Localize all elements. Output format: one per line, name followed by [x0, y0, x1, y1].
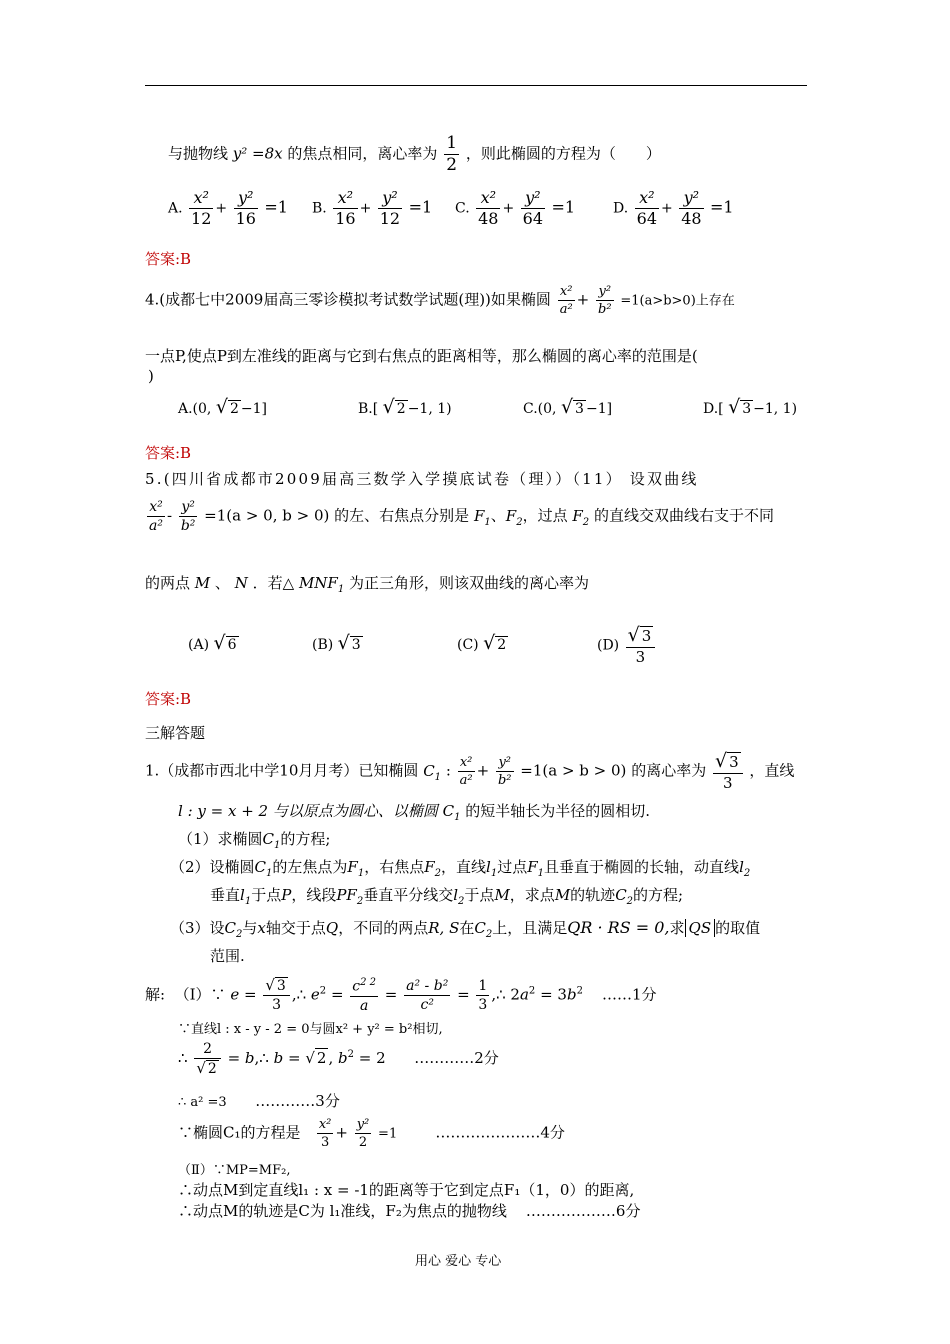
q3-option-a: A. $\frac{\text{x²}}{12}$ + $\frac{\text{y²}}{16}$ =1	[168, 188, 288, 228]
q4-answer: 答案:B	[145, 444, 192, 462]
solution-step2: ∵直线l : x - y - 2 = 0与圆x² + y² = b²相切,	[178, 1022, 443, 1037]
q3-stem: 与抛物线 y² =8x 的焦点相同，离心率为 $\frac{1}{2}$ ，则此椭圆的方程为（ ）	[168, 133, 661, 175]
problem1-part1: （1）求椭圆$C_1$的方程;	[178, 830, 331, 851]
problem1-line1: 1.（成都市西北中学10月月考）已知椭圆 $C_1$ : $\frac{\text{x²}}{\text{a²}}$ + $\frac{\text{y²}}{\text{b²}}$ =1(a > b > 0) 的离心率为 $\frac{√ 3}{3}$ ，直线	[145, 750, 795, 792]
solution-step6: （Ⅱ）∵MP=MF₂,	[178, 1163, 291, 1178]
q5-stem-line3: 的两点 M 、 N ．若△ $MNF_1$ 为正三角形，则该双曲线的离心率为	[145, 574, 590, 595]
q3-option-d: D. $\frac{\text{x²}}{64}$ + $\frac{\text{y²}}{48}$ =1	[613, 188, 734, 228]
solution-step1: 解: （Ⅰ）∵ e = $\frac{√ 3}{3}$ ,∴ $e^2$ = $\frac{c^{2 2}}{a}$ = $\frac{\text{a² - b²}}{\text{c²}}$ = $\frac{1}{3}$ ,∴ $2a^2 = 3b^2$ ……1分	[145, 976, 657, 1014]
solution-step7: ∴动点M到定直线l₁ : x = -1的距离等于它到定点F₁（1，0）的距离,	[178, 1181, 635, 1199]
q4-stem-line3: )	[148, 367, 154, 385]
q4-option-b: B.[ √ 2 −1, 1)	[358, 396, 452, 418]
page-footer: 用心 爱心 专心	[415, 1254, 502, 1269]
problem1-part3-line2: 范围.	[210, 947, 245, 965]
problem1-part2-line1: （2）设椭圆$C_1$的左焦点为$F_1$，右焦点$F_2$，直线$l_1$过点$F_1$且垂直于椭圆的长轴，动直线$l_2$	[170, 858, 751, 879]
q4-stem-line2: 一点P,使点P到左准线的距离与它到右焦点的距离相等，那么椭圆的离心率的范围是(	[145, 347, 698, 365]
q5-option-b: (B) √ 3	[312, 632, 361, 654]
solution-step4: ∴ a² =3 …………3分	[178, 1092, 340, 1110]
q3-option-b: B. $\frac{\text{x²}}{16}$ + $\frac{\text{y²}}{12}$ =1	[312, 188, 433, 228]
solution-step8: ∴动点M的轨迹是C为 l₁准线，F₂为焦点的抛物线 ………………6分	[178, 1202, 641, 1220]
section-title: 三解答题	[145, 724, 206, 742]
problem1-part2-line2: 垂直$l_1$于点P，线段$PF_2$垂直平分线交$l_2$于点M，求点M的轨迹$C_2$的方程;	[210, 886, 684, 907]
q5-answer: 答案:B	[145, 690, 192, 708]
q5-stem-line1: 5.(四川省成都市2009届高三数学入学摸底试卷（理））（11） 设双曲线	[145, 470, 699, 488]
q4-option-d: D.[ √ 3 −1, 1)	[703, 396, 798, 418]
solution-step5: ∵椭圆C₁的方程是 $\frac{\text{x²}}{3}$ + $\frac{\text{y²}}{2}$ =1 …………………4分	[178, 1117, 565, 1150]
q4-option-c: C.(0, √ 3 −1]	[523, 396, 613, 418]
header-rule	[145, 85, 807, 86]
q5-option-c: (C) √ 2	[457, 632, 507, 654]
q5-stem-line2: $\frac{\text{x²}}{\text{a²}}$ - $\frac{\text{y²}}{\text{b²}}$ =1(a > 0, b > 0) 的左、右焦点分别是 $F_1$、$F_2$，过点 $F_2$ 的直线交双曲线右支于不同	[149, 499, 774, 534]
solution-step3: ∴ $\frac{2}{√ 2}$ = b,∴ b = √ 2 , $b^2 = 2$ …………2分	[178, 1041, 499, 1077]
problem1-line2: l : y = x + 2 与以原点为圆心、以椭圆 $C_1$ 的短半轴长为半径的圆相切.	[178, 802, 651, 823]
q5-option-a: (A) √ 6	[188, 632, 237, 654]
q4-stem-line1: 4.(成都七中2009届高三零诊模拟考试数学试题(理))如果椭圆 $\frac{\text{x²}}{\text{a²}}$ + $\frac{\text{y²}}{\text{b²}}$ =1(a>b>0)上存在	[145, 284, 735, 317]
q4-option-a: A.(0, √ 2 −1]	[178, 396, 267, 418]
q3-option-c: C. $\frac{\text{x²}}{48}$ + $\frac{\text{y²}}{64}$ =1	[455, 188, 576, 228]
q5-option-d: (D) $\frac{√ 3}{3}$	[597, 626, 657, 665]
q3-answer: 答案:B	[145, 250, 192, 268]
problem1-part3-line1: （3）设$C_2$与x轴交于点Q，不同的两点R, S在$C_2$上，且满足QR · RS = 0,求 QS 的取值	[170, 918, 761, 940]
